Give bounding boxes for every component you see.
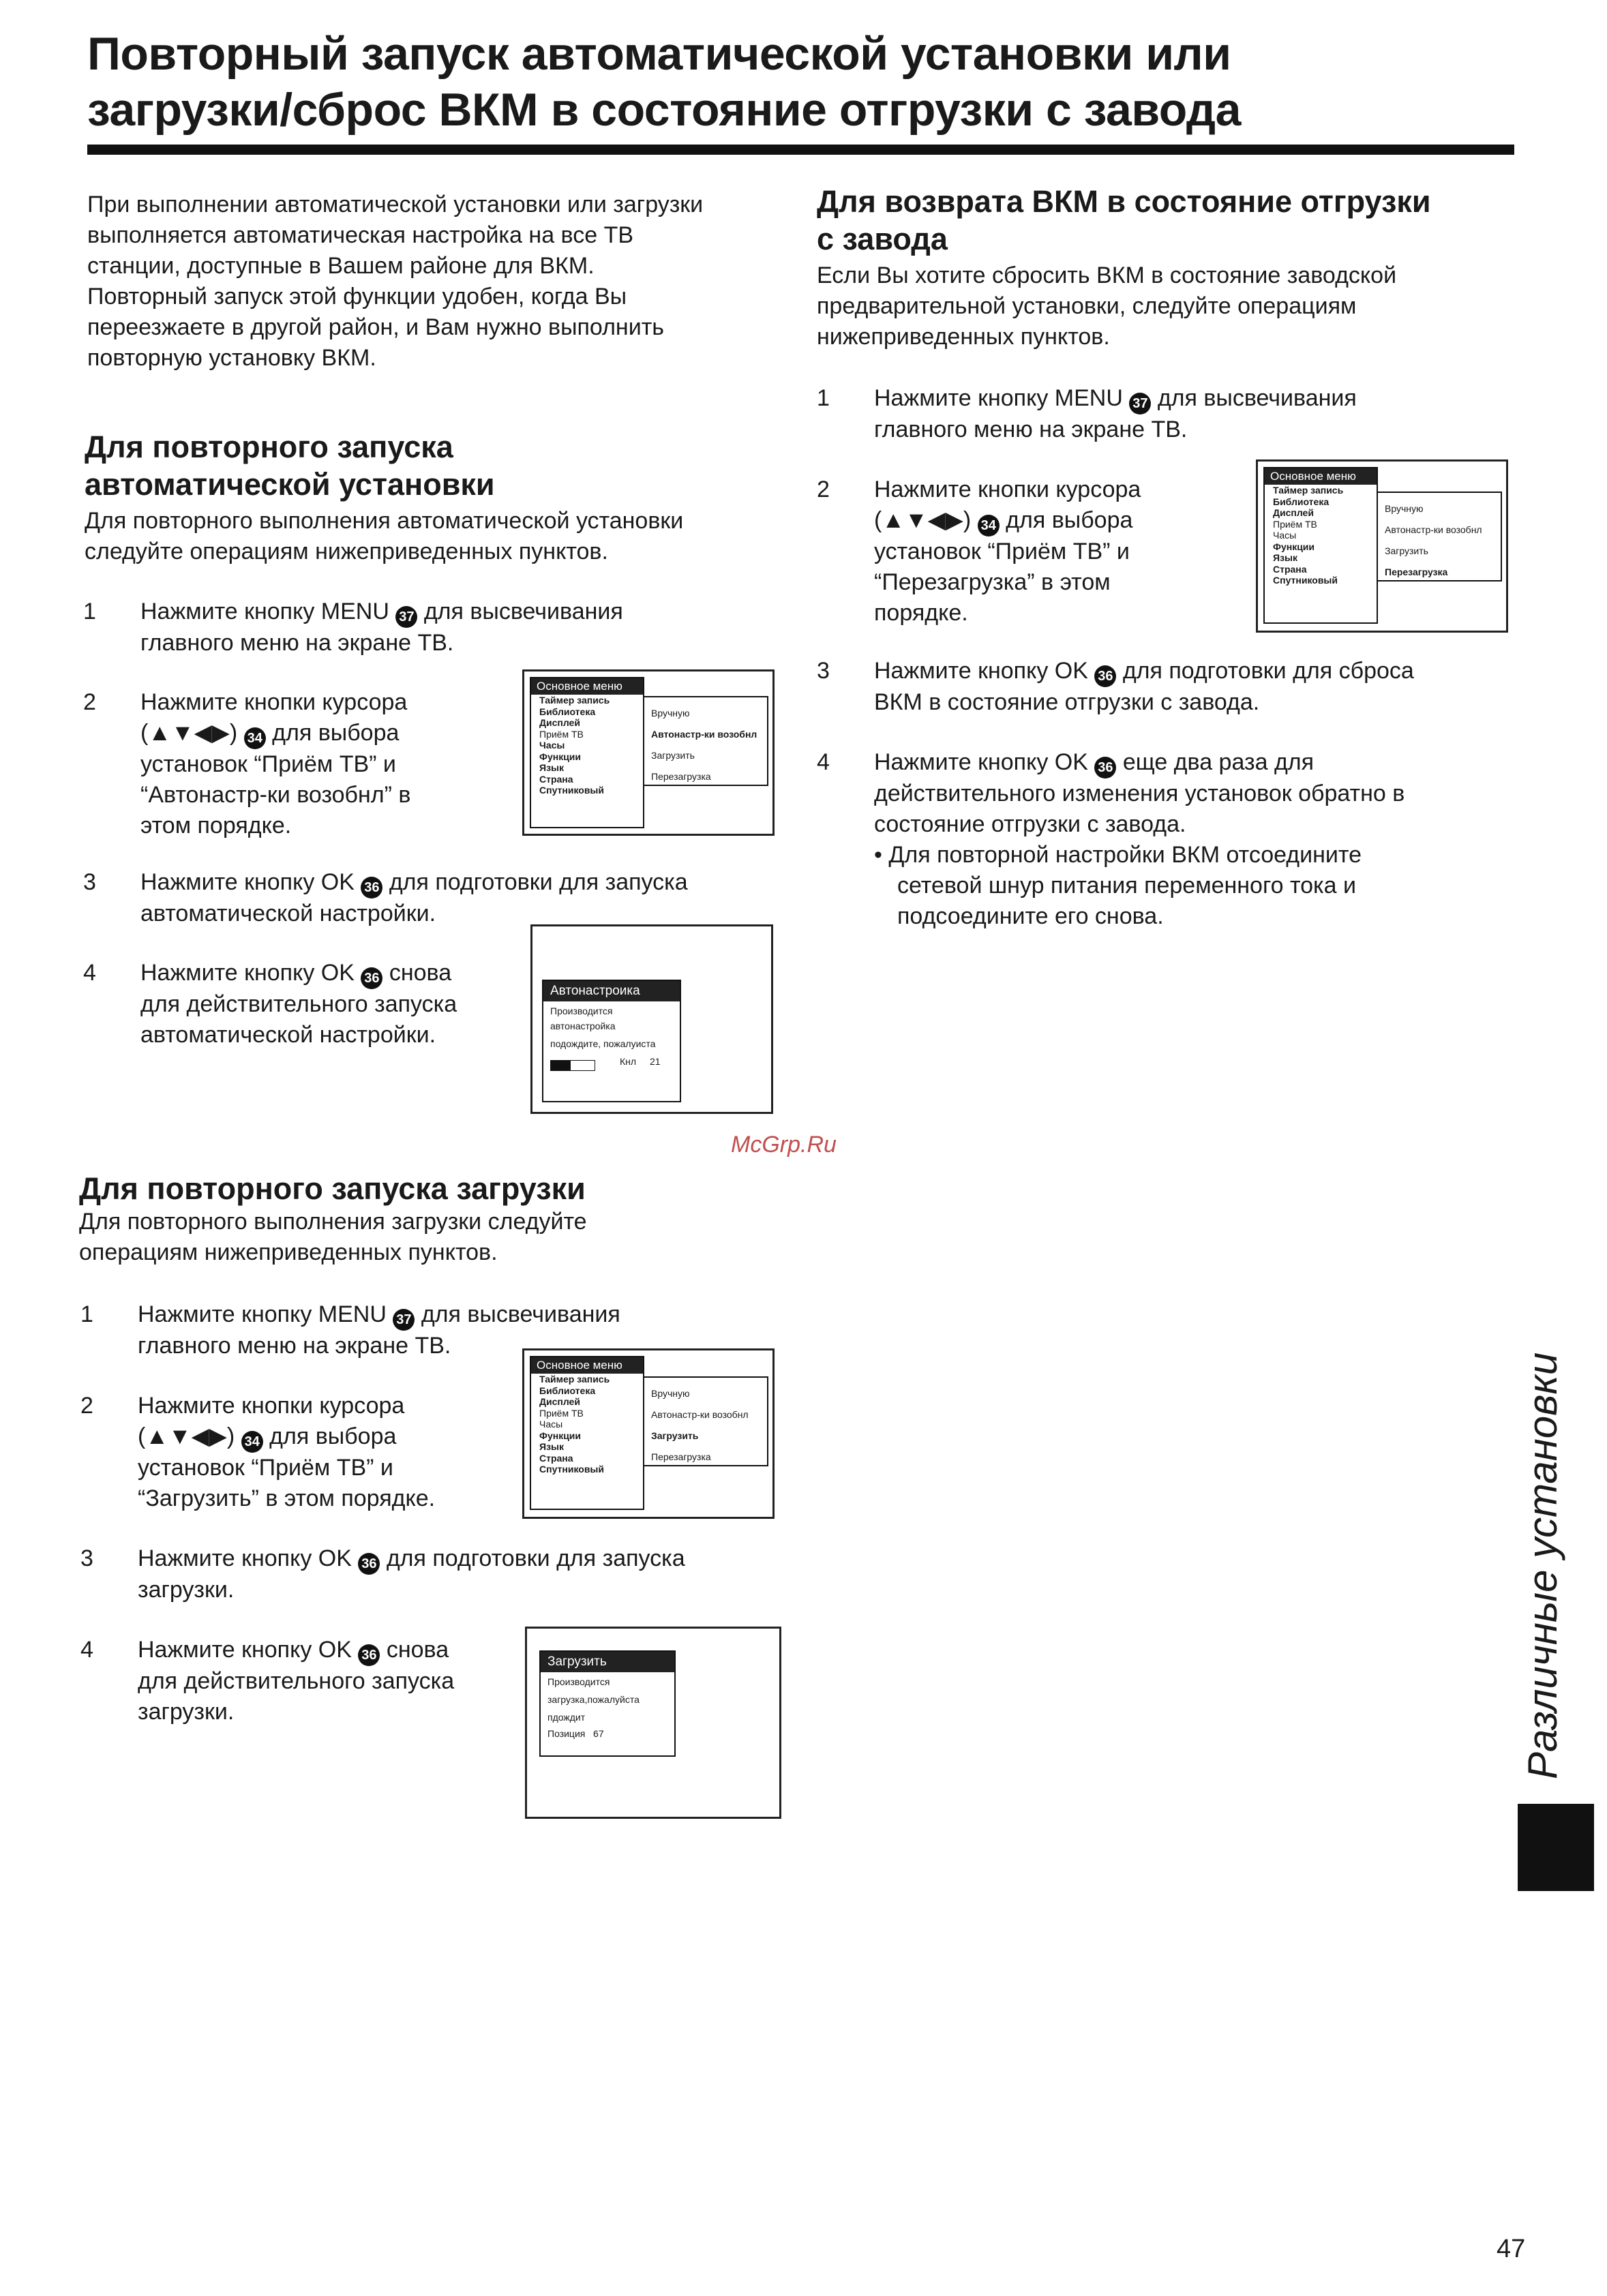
button-34-icon: 34 (978, 515, 1000, 537)
menu-screen-factory (1256, 459, 1508, 633)
main-menu: Основное меню Таймер запись Библиотека Дисплей Приём ТВ Часы Функции Язык Страна Спутниковый (530, 1356, 644, 1510)
button-34-icon: 34 (244, 727, 266, 749)
factory-description: Если Вы хотите сбросить ВКМ в состояние заводской предварительной установки, следуйте операциям нижеприведенных пунктов. (817, 262, 1397, 350)
reload-step-4: 4 Нажмите кнопку OK 36 снова для действительного запуска загрузки. (80, 1637, 455, 1725)
menu-screen-autoset (522, 669, 775, 836)
sub-menu: Вручную Автонастр-ки возобнл Загрузить Перезагрузка (643, 1376, 768, 1466)
load-screen (525, 1627, 781, 1819)
factory-step-2: 2 Нажмите кнопки курсора (▲▼◀▶) 34 для выбора установок “Приём ТВ” и “Перезагрузка” в этом порядке. (817, 477, 1141, 626)
button-36-icon: 36 (361, 877, 382, 898)
sub-menu: Вручную Автонастр-ки возобнл Загрузить Перезагрузка (1377, 492, 1502, 581)
reload-step-3: 3 Нажмите кнопку OK 36 для подготовки для запуска загрузки. (80, 1545, 685, 1603)
factory-heading: Для возврата ВКМ в состояние отгрузки с завода (817, 184, 1431, 256)
autoset-heading: Для повторного запуска автоматической установки (85, 429, 495, 502)
watermark: McGrp.Ru (731, 1132, 837, 1158)
reload-step-1: 1 Нажмите кнопку MENU 37 для высвечивания главного меню на экране ТВ. (80, 1301, 620, 1359)
button-36-icon: 36 (1094, 757, 1116, 779)
factory-step-1: 1 Нажмите кнопку MENU 37 для высвечивания главного меню на экране ТВ. (817, 385, 1357, 442)
reload-heading: Для повторного запуска загрузки (79, 1171, 586, 1206)
factory-step-3: 3 Нажмите кнопку OK 36 для подготовки для сброса ВКМ в состояние отгрузки с завода. (817, 658, 1414, 715)
factory-step-4: 4 Нажмите кнопку OK 36 еще два раза для действительного изменения установок обратно в состояние отгрузки с завода. • Для повторной настройки ВКМ отсоедините сетевой шнур питания переменного тока и подсоедините его снова. (817, 749, 1405, 929)
button-37-icon: 37 (395, 606, 417, 628)
main-menu: Основное меню Таймер запись Библиотека Дисплей Приём ТВ Часы Функции Язык Страна Спутниковый (530, 677, 644, 828)
button-34-icon: 34 (241, 1431, 263, 1453)
page-number: 47 (1497, 2235, 1526, 2263)
autoset-step-2: 2 Нажмите кнопки курсора (▲▼◀▶) 34 для выбора установок “Приём ТВ” и “Автонастр-ки возобнл” в этом порядке. (83, 689, 411, 839)
reload-description: Для повторного выполнения загрузки следуйте операциям нижеприведенных пунктов. (79, 1209, 587, 1265)
reload-step-2: 2 Нажмите кнопки курсора (▲▼◀▶) 34 для выбора установок “Приём ТВ” и “Загрузить” в этом порядке. (80, 1393, 436, 1511)
autoset-step-4: 4 Нажмите кнопку OK 36 снова для действительного запуска автоматической настройки. (83, 960, 457, 1048)
channel-label: Кнл (620, 1056, 637, 1067)
page-title (87, 26, 1519, 138)
main-menu: Основное меню Таймер запись Библиотека Дисплей Приём ТВ Часы Функции Язык Страна Спутниковый (1263, 467, 1378, 624)
load-dialog: Загрузить Производится загрузка,пожалуйста пдождит Позиция 67 (539, 1650, 676, 1757)
button-36-icon: 36 (361, 967, 382, 989)
button-37-icon: 37 (393, 1309, 415, 1331)
autotune-dialog: Автонастроика Производится автонастройка подождите, пожалуиста Кнл 21 (542, 980, 681, 1102)
progress-fill (551, 1061, 571, 1070)
title-line-2: загрузки/сброс ВКМ в состояние отгрузки с завода (87, 84, 1241, 136)
autoset-step-3: 3 Нажмите кнопку OK 36 для подготовки для запуска автоматической настройки. (83, 869, 688, 926)
channel-value: 21 (650, 1056, 661, 1067)
autoset-step-1: 1 Нажмите кнопку MENU 37 для высвечивания главного меню на экране ТВ. (83, 599, 623, 656)
autoset-description: Для повторного выполнения автоматической установки следуйте операциям нижеприведенных пунктов. (85, 508, 684, 564)
button-36-icon: 36 (1094, 665, 1116, 687)
progress-bar (550, 1060, 595, 1071)
side-black-tab (1518, 1804, 1594, 1891)
sub-menu: Вручную Автонастр-ки возобнл Загрузить Перезагрузка (643, 696, 768, 786)
title-rule (87, 145, 1514, 155)
autotune-screen (530, 924, 773, 1114)
button-36-icon: 36 (358, 1644, 380, 1666)
side-section-label: Различные установки (1520, 1352, 1565, 1779)
title-line-1: Повторный запуск автоматической установки или (87, 28, 1231, 80)
menu-screen-reload (522, 1348, 775, 1519)
intro-paragraph: При выполнении автоматической установки или загрузки выполняется автоматическая настройка на все ТВ станции, доступные в Вашем районе для ВКМ. Повторный запуск этой функции удобен, когда Вы переезжаете в другой район, и Вам нужно выполнить повторную установку ВКМ. (87, 192, 704, 371)
button-37-icon: 37 (1129, 393, 1151, 414)
note-bullet: • Для повторной настройки ВКМ отсоедините (874, 842, 1362, 868)
button-36-icon: 36 (358, 1553, 380, 1575)
